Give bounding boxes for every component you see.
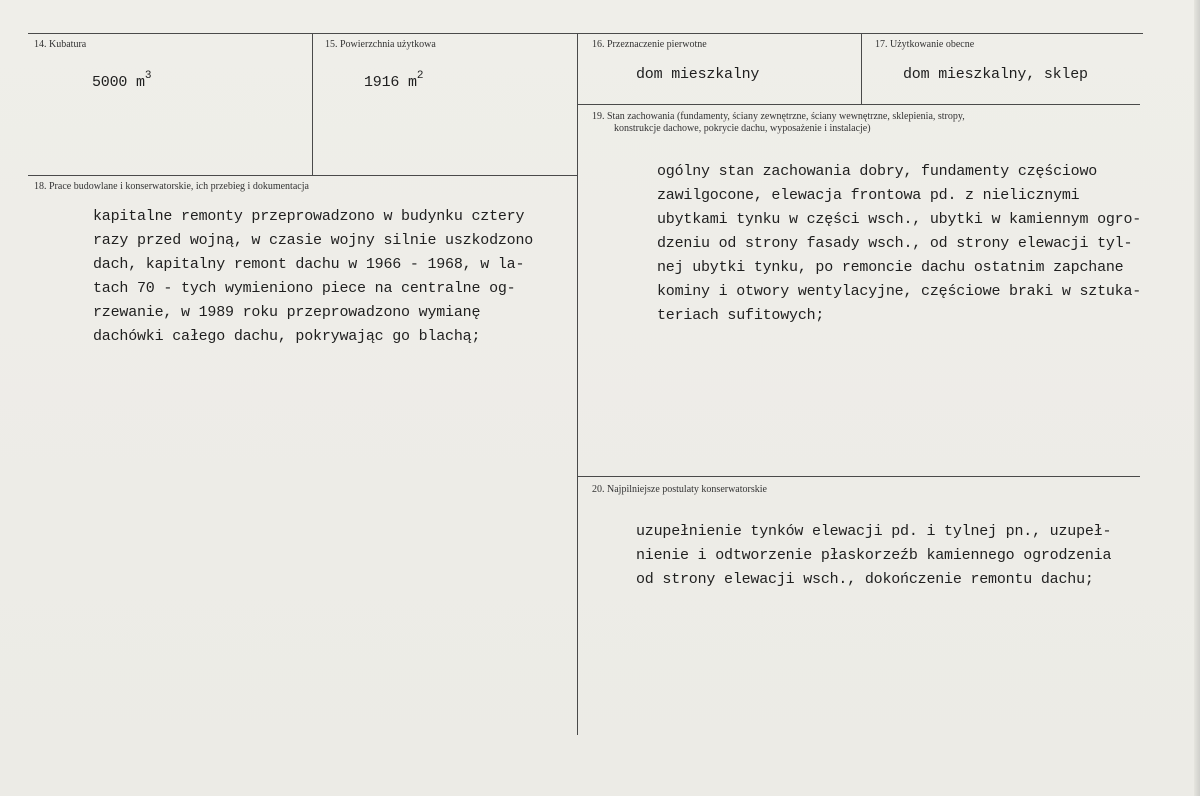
field-16-value: dom mieszkalny (636, 66, 760, 83)
text-line: ubytkami tynku w części wsch., ubytki w kamiennym ogro- (657, 211, 1142, 228)
text-line: od strony elewacji wsch., dokończenie remontu dachu; (636, 571, 1094, 588)
volume-unit-exponent: 3 (144, 70, 152, 82)
field-19-label-line-1: 19. Stan zachowania (fundamenty, ściany zewnętrzne, ściany wewnętrzne, sklepienia, stropy, (592, 111, 965, 122)
text-line: teriach sufitowych; (657, 307, 825, 324)
field-17-value: dom mieszkalny, sklep (903, 66, 1088, 83)
text-line: razy przed wojną, w czasie wojny silnie uszkodzono (93, 232, 534, 249)
rule-above-20 (578, 476, 1140, 477)
divider-14-15 (312, 33, 313, 175)
field-19-label-line-2: konstrukcje dachowe, pokrycie dachu, wyposażenie i instalacje) (614, 123, 871, 134)
text-line: nienie i odtworzenie płaskorzeźb kamiennego ogrodzenia (636, 547, 1112, 564)
field-15-value (364, 72, 423, 91)
field-18-label: 18. Prace budowlane i konserwatorskie, ich przebieg i dokumentacja (34, 181, 309, 192)
field-20-text (636, 520, 1111, 592)
center-divider (577, 33, 578, 735)
text-line: kominy i otwory wentylacyjne, częściowe braki w sztuka- (657, 283, 1142, 300)
text-line: rzewanie, w 1989 roku przeprowadzono wymianę (93, 304, 481, 321)
field-19-text (657, 160, 1141, 328)
card-edge (1194, 0, 1200, 796)
text-line: zawilgocone, elewacja frontowa pd. z nielicznymi (657, 187, 1080, 204)
rule-under-16-17 (578, 104, 1140, 105)
text-line: ogólny stan zachowania dobry, fundamenty częściowo (657, 163, 1098, 180)
field-14-label: 14. Kubatura (34, 39, 87, 50)
text-line: kapitalne remonty przeprowadzono w budynku cztery (93, 208, 525, 225)
text-line: uzupełnienie tynków elewacji pd. i tylnej pn., uzupeł- (636, 523, 1112, 540)
divider-16-17 (861, 33, 862, 104)
field-15-label: 15. Powierzchnia użytkowa (325, 39, 436, 50)
volume-number: 5000 m (92, 74, 145, 91)
text-line: tach 70 - tych wymieniono piece na centralne og- (93, 280, 516, 297)
field-20-label: 20. Najpilniejsze postulaty konserwatorskie (592, 484, 767, 495)
field-14-value (92, 72, 151, 91)
field-18-text (93, 205, 533, 349)
text-line: dachówki całego dachu, pokrywając go blachą; (93, 328, 481, 345)
area-number: 1916 m (364, 74, 417, 91)
area-unit-exponent: 2 (416, 70, 424, 82)
text-line: dzeniu od strony fasady wsch., od strony elewacji tyl- (657, 235, 1133, 252)
rule-above-18 (28, 175, 578, 176)
field-16-label: 16. Przeznaczenie pierwotne (592, 39, 707, 50)
text-line: nej ubytki tynku, po remoncie dachu ostatnim zapchane (657, 259, 1124, 276)
top-rule (28, 33, 1143, 34)
text-line: dach, kapitalny remont dachu w 1966 - 1968, w la- (93, 256, 525, 273)
field-17-label: 17. Użytkowanie obecne (875, 39, 975, 50)
